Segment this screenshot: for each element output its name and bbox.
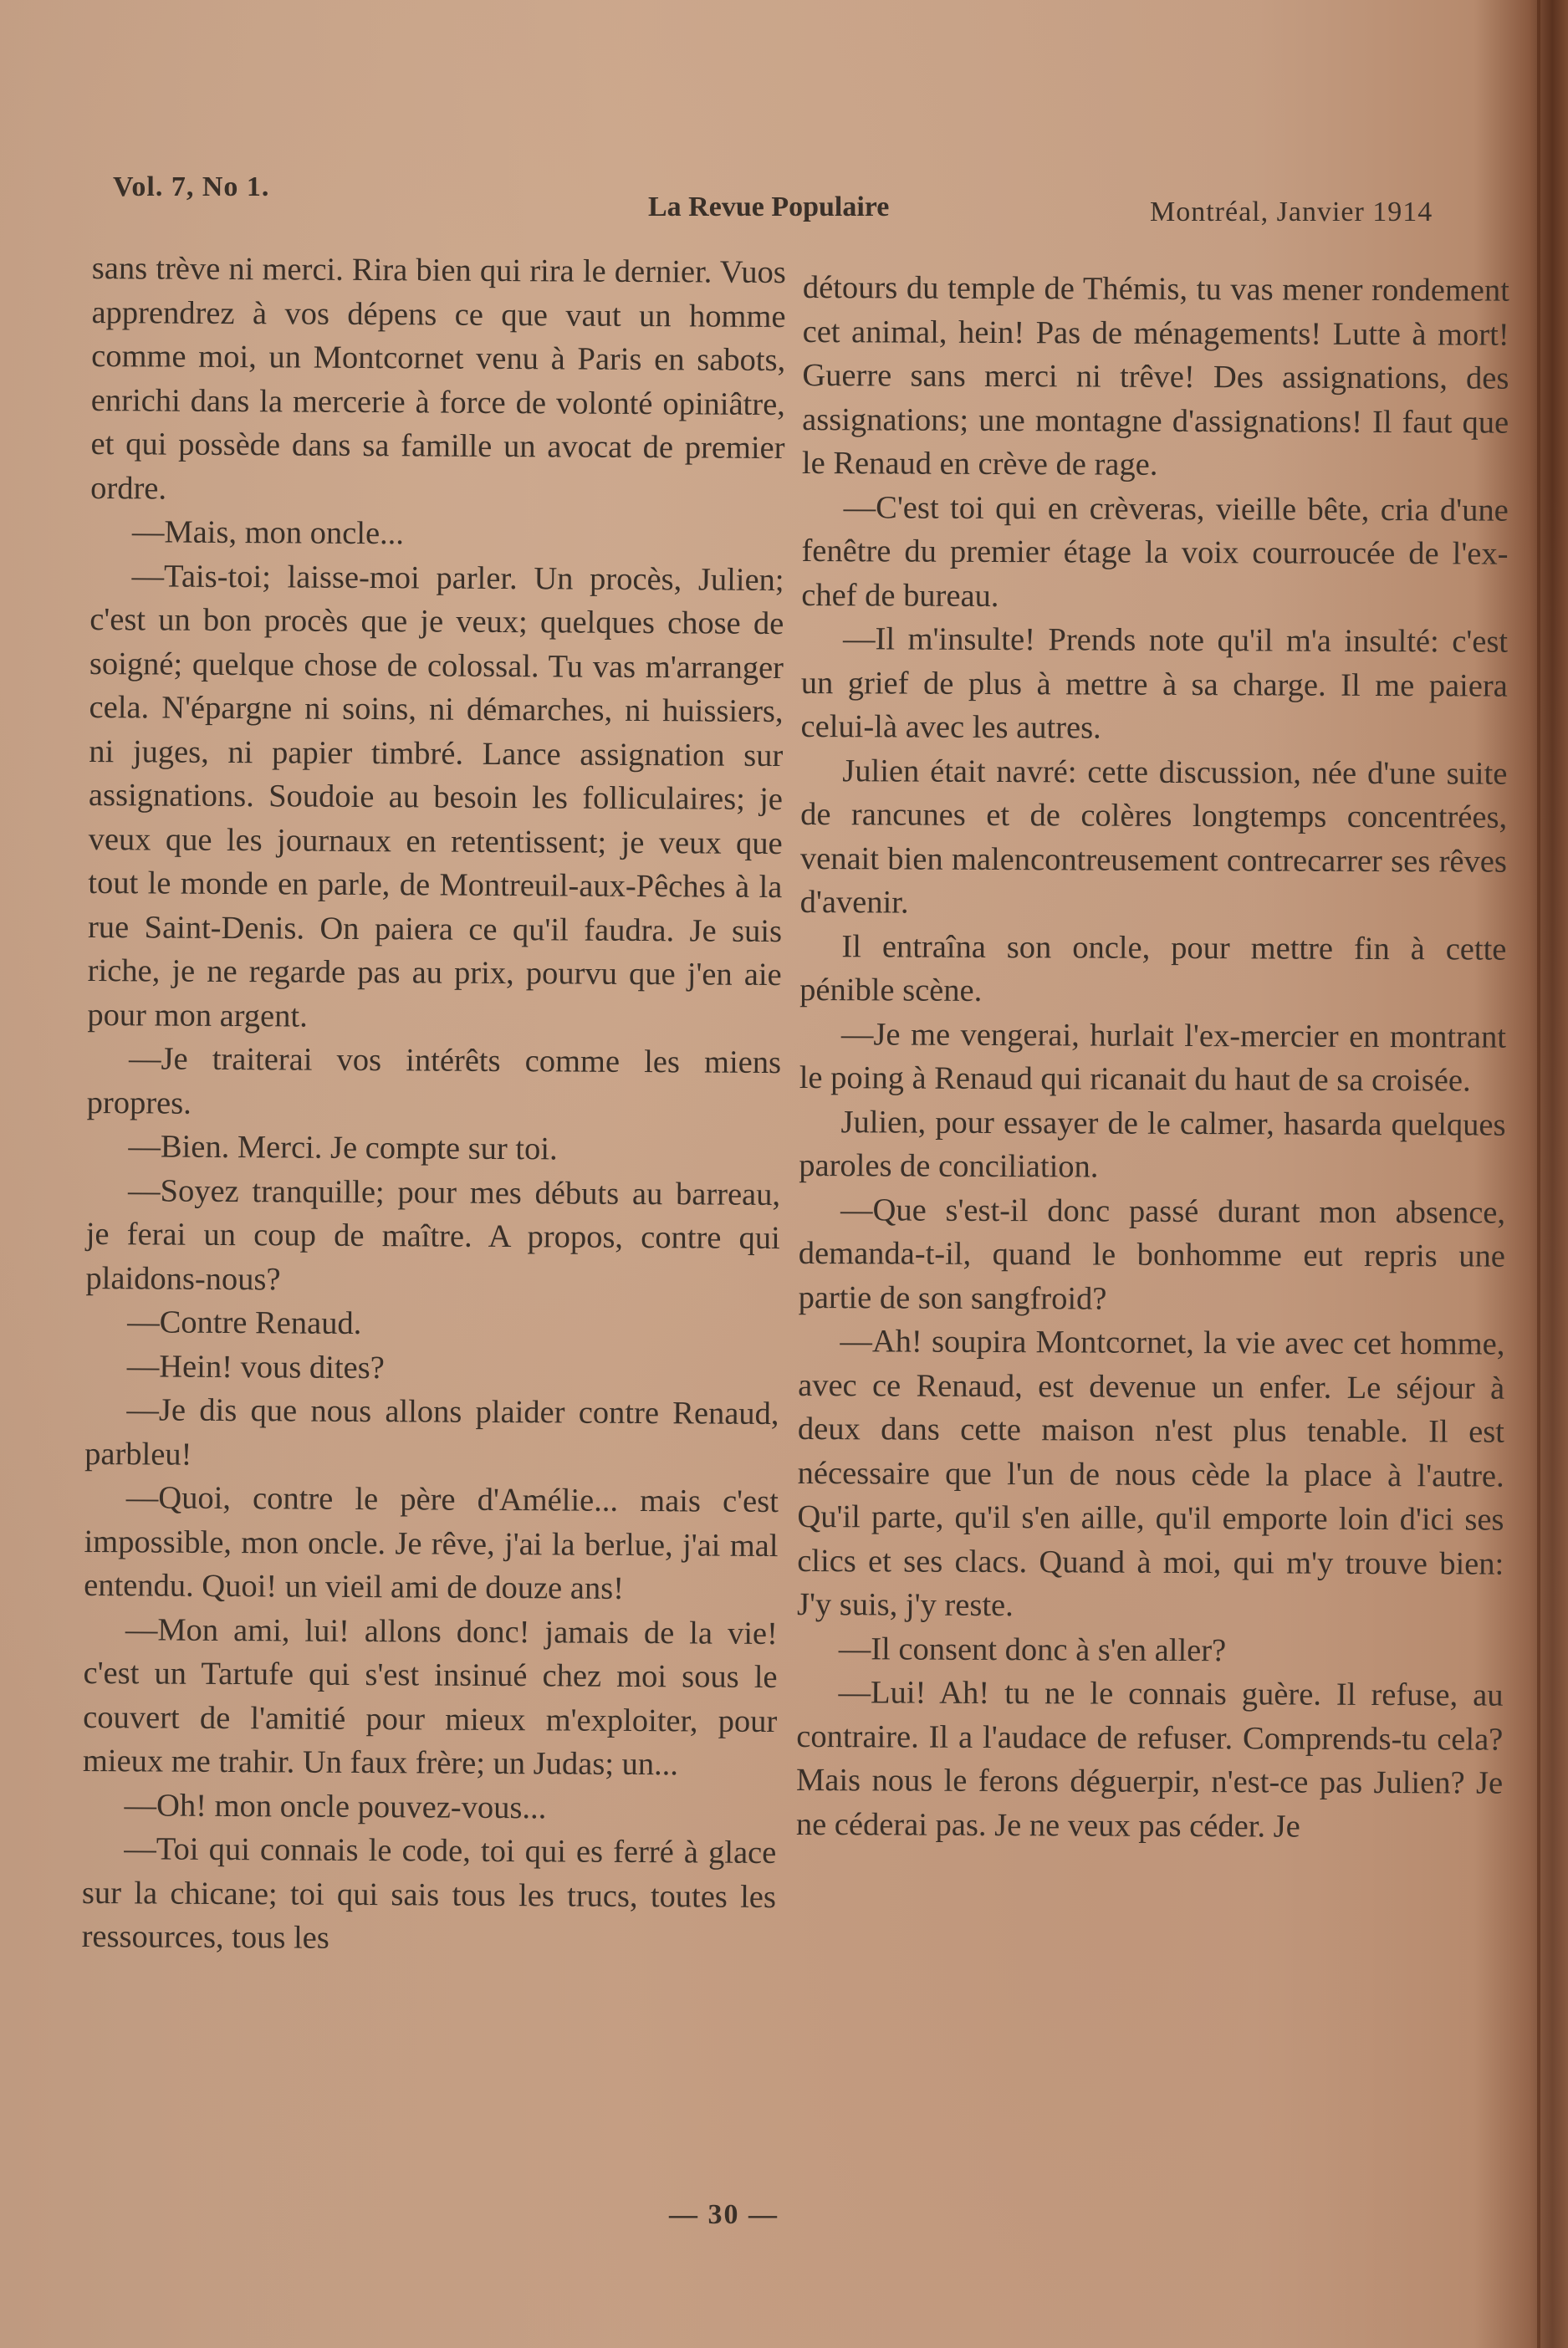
paragraph: —Bien. Merci. Je compte sur toi. (128, 1129, 558, 1167)
page-spine-shadow (1537, 0, 1540, 2348)
paragraph: —Contre Renaud. (127, 1304, 362, 1341)
paragraph: —Tais-toi; laisse-moi parler. Un procès, Julien; c'est un bon procès que je veux; quelques chose de soigné; quelque chose de colossal. Tu vas m'arranger cela. N'épargne ni soins, ni démarches, ni huissiers, ni juges, ni papier timbré. Lance assignation sur assignations. Soudoie au besoin les folliculaires; je veux que les journaux en retentissent; je veux que tout le monde en parle, de Montreuil-aux-Pêches à la rue Saint-Denis. On paiera ce qu'il faudra. Je suis riche, je ne regarde pas au prix, pourvu que j'en aie pour mon argent. (87, 558, 784, 1034)
running-header (113, 171, 1518, 230)
paragraph: —Quoi, contre le père d'Amélie... mais c'est impossible, mon oncle. Je rêve, j'ai la berlue, j'ai mal entendu. Quoi! un vieil ami de douze ans! (84, 1480, 779, 1606)
page-number: — 30 — (669, 2199, 779, 2230)
paragraph: —Il consent donc à s'en aller? (838, 1631, 1227, 1668)
paragraph: —Mon ami, lui! allons donc! jamais de la vie! c'est un Tartufe qui s'est insinué chez moi sous le couvert de l'amitié pour mieux m'exploiter, pour mieux me trahir. Un faux frère; un Judas; un... (82, 1611, 779, 1783)
publication-title: La Revue Populaire (648, 191, 890, 222)
paragraph: —Que s'est-il donc passé durant mon absence, demanda-t-il, quand le bonhomme eut repris une partie de son sangfroid? (798, 1192, 1506, 1317)
paragraph: —C'est toi qui en crèveras, vieille bête, cria d'une fenêtre du premier étage la voix courroucée de l'ex-chef de bureau. (801, 489, 1509, 614)
paragraph: —Je traiterai vos intérêts comme les miens propres. (86, 1041, 782, 1121)
paragraph: sans trève ni merci. Rira bien qui rira le dernier. Vuos apprendrez à vos dépens ce que vaut un homme comme moi, un Montcornet venu à Paris en sabots, enrichi dans la mercerie à force de volonté opiniâtre, et qui possède dans sa famille un avocat de premier ordre. (90, 250, 786, 507)
paragraph: —Soyez tranquille; pour mes débuts au barreau, je ferai un coup de maître. A propos, contre qui plaidons-nous? (85, 1172, 781, 1297)
paragraph: —Il m'insulte! Prends note qu'il m'a insulté: c'est un grief de plus à mettre à sa charge. Il me paiera celui-là avec les autres. (800, 621, 1509, 746)
paragraph: détours du temple de Thémis, tu vas mener rondement cet animal, hein! Pas de ménagements! Lutte à mort! Guerre sans merci ni trêve! Des assignations, des assignations; une montagne d'assignations! Il faut que le Renaud en crève de rage. (801, 269, 1509, 482)
paragraph: —Je dis que nous allons plaider contre Renaud, parbleu! (84, 1392, 779, 1473)
right-text-column (796, 266, 1509, 1850)
paragraph: —Mais, mon oncle... (131, 514, 405, 552)
paragraph: —Oh! mon oncle pouvez-vous... (124, 1787, 547, 1825)
paragraph: —Hein! vous dites? (126, 1348, 385, 1386)
paragraph: Julien était navré: cette discussion, née d'une suite de rancunes et de colères longtemps concentrées, venait bien malencontreusement contrecarrer ses rêves d'avenir. (799, 753, 1508, 921)
paragraph: —Lui! Ah! tu ne le connais guère. Il refuse, au contraire. Il a l'audace de refuser. Comprends-tu cela? Mais nous le ferons déguerpir, n'est-ce pas Julien? Je ne céderai pas. Je ne veux pas céder. Je (795, 1675, 1504, 1845)
paragraph: Il entraîna son oncle, pour mettre fin à cette pénible scène. (799, 928, 1507, 1008)
paragraph: —Ah! soupira Montcornet, la vie avec cet homme, avec ce Renaud, est devenue un enfer. Le séjour à deux dans cette maison n'est plus tenable. Il est nécessaire que l'un de nous cède la place à l'autre. Qu'il parte, qu'il s'en aille, qu'il emporte loin d'ici ses clics et ses clacs. Quand à moi, qui m'y trouve bien: J'y suis, j'y reste. (796, 1324, 1505, 1624)
paragraph: —Je me vengerai, hurlait l'ex-mercier en montrant le poing à Renaud qui ricanait du haut de sa croisée. (799, 1016, 1507, 1099)
paragraph: Julien, pour essayer de le calmer, hasarda quelques paroles de conciliation. (799, 1104, 1506, 1185)
paragraph: —Toi qui connais le code, toi qui es ferré à glace sur la chicane; toi qui sais tous les trucs, toutes les ressources, tous les (81, 1831, 777, 1956)
issue-date: Montréal, Janvier 1914 (1150, 197, 1433, 227)
left-text-column (81, 247, 785, 1963)
volume-number: Vol. 7, No 1. (113, 171, 270, 202)
